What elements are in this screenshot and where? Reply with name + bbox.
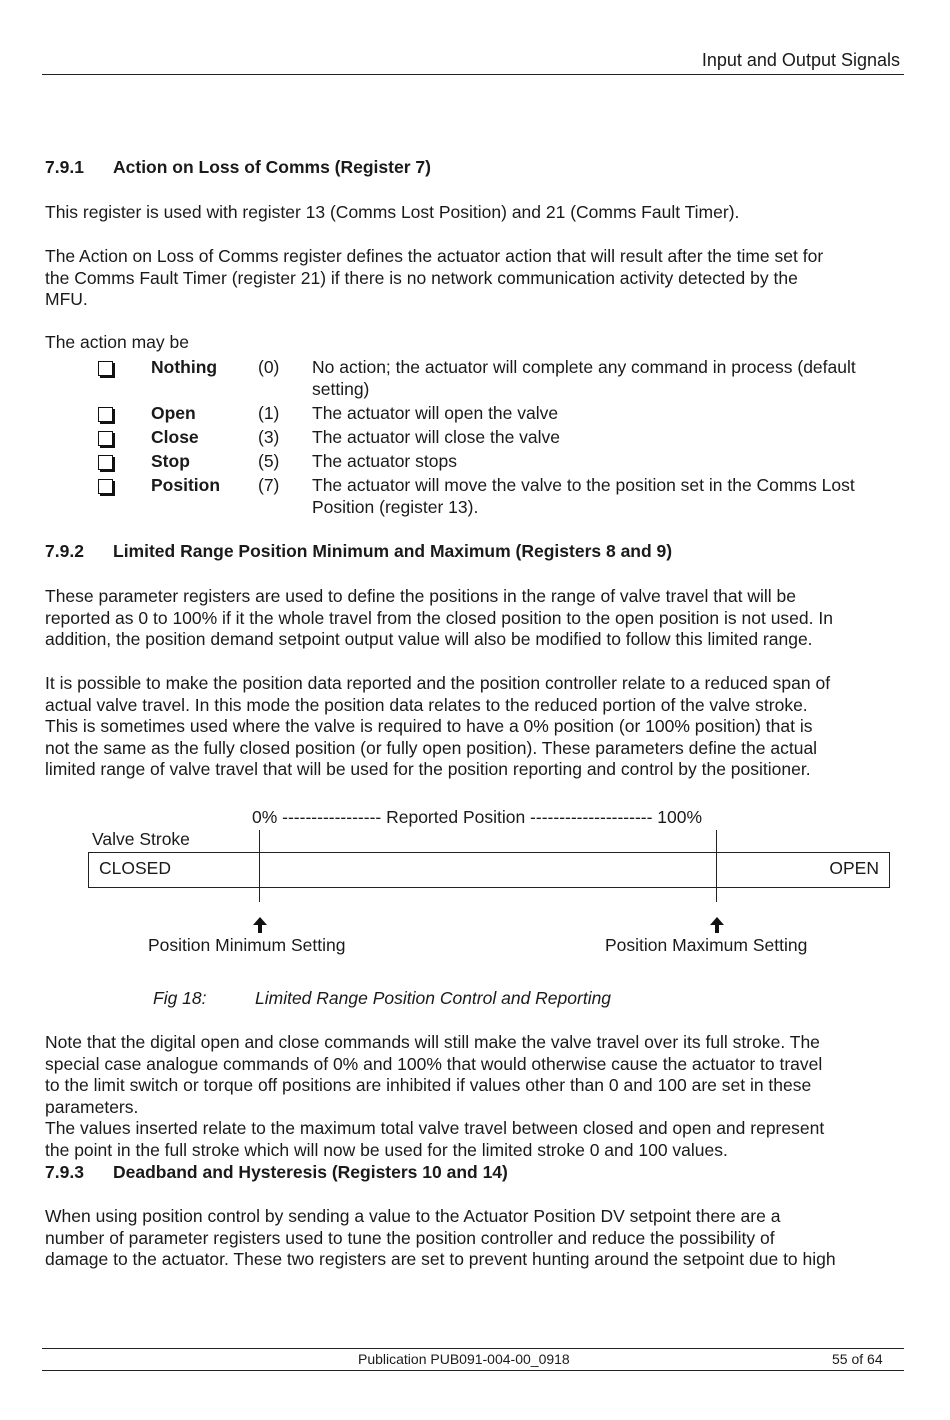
text-line: setting) — [312, 378, 370, 399]
checkbox-icon — [98, 361, 113, 376]
text-line: damage to the actuator. These two registers are set to prevent hunting around the setpoint due to high — [45, 1249, 836, 1269]
paragraph — [45, 586, 905, 651]
option-name: Open — [151, 403, 196, 423]
footer-rule — [42, 1370, 904, 1371]
figure-number: Fig 18: — [153, 988, 207, 1008]
section-title: Deadband and Hysteresis (Registers 10 and 14) — [113, 1162, 508, 1182]
text-line: The values inserted relate to the maximum total valve travel between closed and open and represent — [45, 1118, 825, 1138]
text-line: Position (register 13). — [312, 496, 479, 517]
maximum-marker-line — [716, 830, 717, 902]
text-line: No action; the actuator will complete any command in process (default — [312, 357, 856, 377]
section-number: 7.9.1 — [45, 157, 84, 177]
section-number: 7.9.3 — [45, 1162, 84, 1182]
option-description — [312, 427, 912, 449]
valve-stroke-bar — [88, 852, 890, 888]
option-name: Position — [151, 475, 221, 495]
text-line: limited range of valve travel that will be used for the position reporting and control by the positioner. — [45, 759, 811, 779]
position-maximum-label: Position Maximum Setting — [605, 935, 808, 955]
option-description — [312, 475, 912, 518]
text-line: not the same as the fully closed position (or fully open position). These parameters define the actual — [45, 737, 818, 758]
section-title: Action on Loss of Comms (Register 7) — [113, 157, 431, 177]
text-line: reported as 0 to 100% if it the whole travel from the closed position to the open position is not used. In — [45, 607, 833, 628]
checkbox-icon — [98, 431, 113, 446]
text-line: When using position control by sending a value to the Actuator Position DV setpoint there are a — [45, 1206, 781, 1226]
text-line: These parameter registers are used to define the positions in the range of valve travel that will be — [45, 586, 796, 606]
option-name: Close — [151, 427, 199, 447]
option-description — [312, 403, 912, 425]
option-description — [312, 451, 912, 473]
option-description — [312, 357, 912, 400]
section-heading-7-9-1 — [45, 157, 431, 178]
text-line: the Comms Fault Timer (register 21) if there is no network communication activity detected by the — [45, 267, 798, 288]
option-code: (7) — [258, 475, 280, 495]
text-line: The actuator will open the valve — [312, 403, 559, 423]
checkbox-icon — [98, 455, 113, 470]
up-arrow-icon — [253, 917, 267, 933]
valve-stroke-label: Valve Stroke — [92, 829, 190, 849]
option-code: (5) — [258, 451, 280, 471]
text-line: parameters. — [45, 1096, 139, 1117]
closed-label: CLOSED — [99, 858, 171, 878]
text-line: Note that the digital open and close commands will still make the valve travel over its full stroke. The — [45, 1032, 820, 1052]
section-heading-7-9-2 — [45, 541, 672, 562]
header-title: Input and Output Signals — [701, 50, 900, 70]
option-code: (3) — [258, 427, 280, 447]
option-name: Nothing — [151, 357, 218, 377]
paragraph: This register is used with register 13 (Comms Lost Position) and 21 (Comms Fault Timer). — [45, 202, 740, 222]
up-arrow-icon — [710, 917, 724, 933]
paragraph: The action may be — [45, 332, 189, 352]
text-line: special case analogue commands of 0% and 100% that would otherwise cause the actuator to travel — [45, 1053, 823, 1074]
paragraph — [45, 1206, 905, 1271]
paragraph — [45, 246, 905, 311]
footer-page-number: 55 of 64 — [832, 1351, 883, 1367]
text-line: the point in the full stroke which will now be used for the limited stroke 0 and 100 values. — [45, 1139, 728, 1160]
text-line: addition, the position demand setpoint output value will also be modified to follow this limited range. — [45, 629, 813, 649]
text-line: actual valve travel. In this mode the position data relates to the reduced portion of the valve stroke. — [45, 694, 808, 715]
option-code: (1) — [258, 403, 280, 423]
text-line: MFU. — [45, 289, 88, 309]
option-name: Stop — [151, 451, 190, 471]
checkbox-icon — [98, 479, 113, 494]
minimum-marker-line — [259, 830, 260, 902]
text-line: The actuator will move the valve to the position set in the Comms Lost — [312, 475, 855, 495]
paragraph — [45, 673, 905, 781]
section-title: Limited Range Position Minimum and Maximum (Registers 8 and 9) — [113, 541, 673, 561]
text-line: The actuator will close the valve — [312, 427, 561, 447]
checkbox-icon — [98, 407, 113, 422]
footer-publication: Publication PUB091-004-00_0918 — [358, 1351, 570, 1367]
text-line: number of parameter registers used to tune the position controller and reduce the possibility of — [45, 1227, 775, 1248]
text-line: The actuator stops — [312, 451, 457, 471]
paragraph — [45, 1032, 905, 1161]
text-line: The Action on Loss of Comms register defines the actuator action that will result after the time set for — [45, 246, 824, 266]
figure-caption: Limited Range Position Control and Reporting — [255, 988, 612, 1008]
header-rule — [42, 74, 904, 75]
option-code: (0) — [258, 357, 280, 377]
text-line: It is possible to make the position data reported and the position controller relate to a reduced span of — [45, 673, 831, 693]
reported-position-label: 0% ----------------- Reported Position --------------------- 100% — [252, 807, 703, 827]
footer-rule — [42, 1348, 904, 1349]
text-line: to the limit switch or torque off positions are inhibited if values other than 0 and 100 are set in these — [45, 1075, 812, 1095]
position-minimum-label: Position Minimum Setting — [148, 935, 346, 955]
open-label: OPEN — [829, 858, 879, 878]
section-heading-7-9-3 — [45, 1162, 508, 1183]
section-number: 7.9.2 — [45, 541, 84, 561]
text-line: This is sometimes used where the valve is required to have a 0% position (or 100% position) that is — [45, 716, 813, 736]
